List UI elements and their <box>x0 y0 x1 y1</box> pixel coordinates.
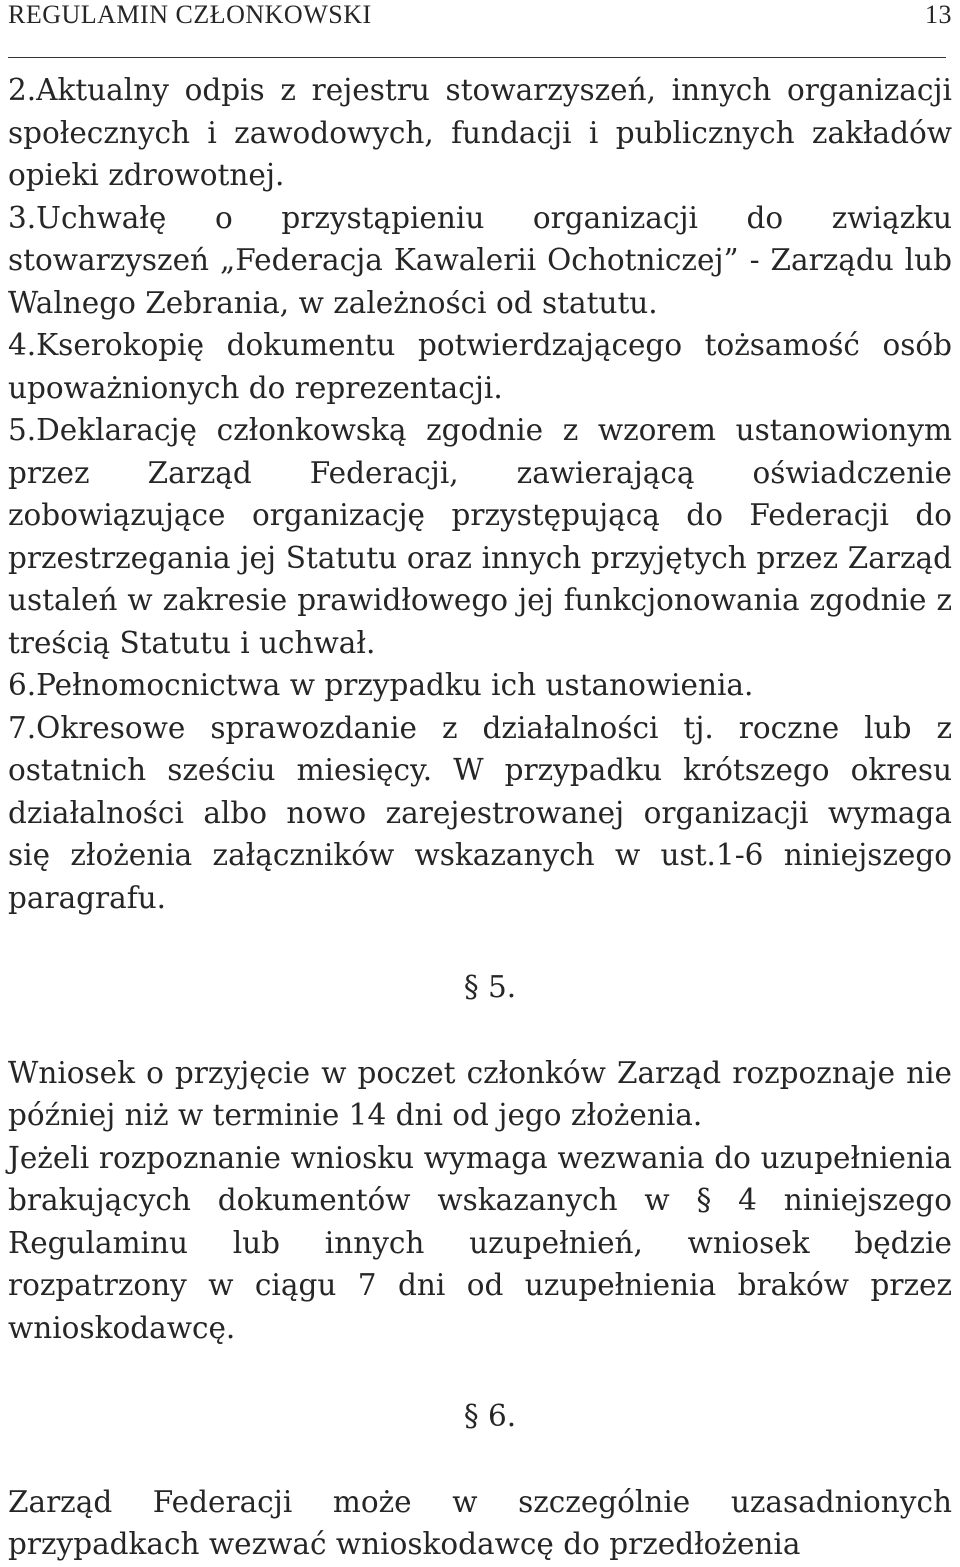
section-6-heading: § 6. <box>463 1399 517 1433</box>
list-item-7: 7.Okresowe sprawozdanie z działalności tj. roczne lub z ostatnich sześciu miesięcy. W przypadku krótszego okresu działalności albo nowo zarejestrowanej organizacji wymaga się złożenia załączników wskazanych w ust.1-6 niniejszego paragrafu. <box>8 710 952 915</box>
section-5-paragraph-2: Jeżeli rozpoznanie wniosku wymaga wezwania do uzupełnienia brakujących dokumentów wskazanych w § 4 niniejszego Regulaminu lub innych uzupełnień, wniosek będzie rozpatrzony w ciągu 7 dni od uzupełnienia braków przez wnioskodawcę. <box>8 1140 952 1345</box>
list-item-2: 2.Aktualny odpis z rejestru stowarzyszeń, innych organizacji społecznych i zawodowych, fundacji i publicznych zakładów opieki zdrowotnej. <box>8 73 952 192</box>
section-6-paragraph-1: Zarząd Federacji może w szczególnie uzasadnionych przypadkach wezwać wnioskodawcę do przedłożenia <box>8 1484 952 1561</box>
running-title: REGULAMIN CZŁONKOWSKI <box>8 0 372 29</box>
page-header <box>8 0 952 34</box>
list-item-6: 6.Pełnomocnictwa w przypadku ich ustanowienia. <box>8 668 754 702</box>
document-page <box>8 0 952 1561</box>
section-5-paragraph-1: Wniosek o przyjęcie w poczet członków Zarząd rozpoznaje nie później niż w terminie 14 dni od jego złożenia. <box>8 1055 952 1132</box>
page-number: 13 <box>925 0 952 29</box>
document-body <box>8 69 952 1566</box>
header-rule <box>8 57 946 58</box>
section-5-heading: § 5. <box>463 970 517 1004</box>
list-item-4: 4.Kserokopię dokumentu potwierdzającego tożsamość osób upoważnionych do reprezentacji. <box>8 328 952 405</box>
list-item-5: 5.Deklarację członkowską zgodnie z wzorem ustanowionym przez Zarząd Federacji, zawierającą oświadczenie zobowiązujące organizację przystępującą do Federacji do przestrzegania jej Statutu oraz innych przyjętych przez Zarząd ustaleń w zakresie prawidłowego jej funkcjonowania zgodnie z treścią Statutu i uchwał. <box>8 413 952 660</box>
list-item-3: 3.Uchwałę o przystąpieniu organizacji do związku stowarzyszeń „Federacja Kawalerii Ochotniczej” - Zarządu lub Walnego Zebrania, w zależności od statutu. <box>8 200 952 320</box>
